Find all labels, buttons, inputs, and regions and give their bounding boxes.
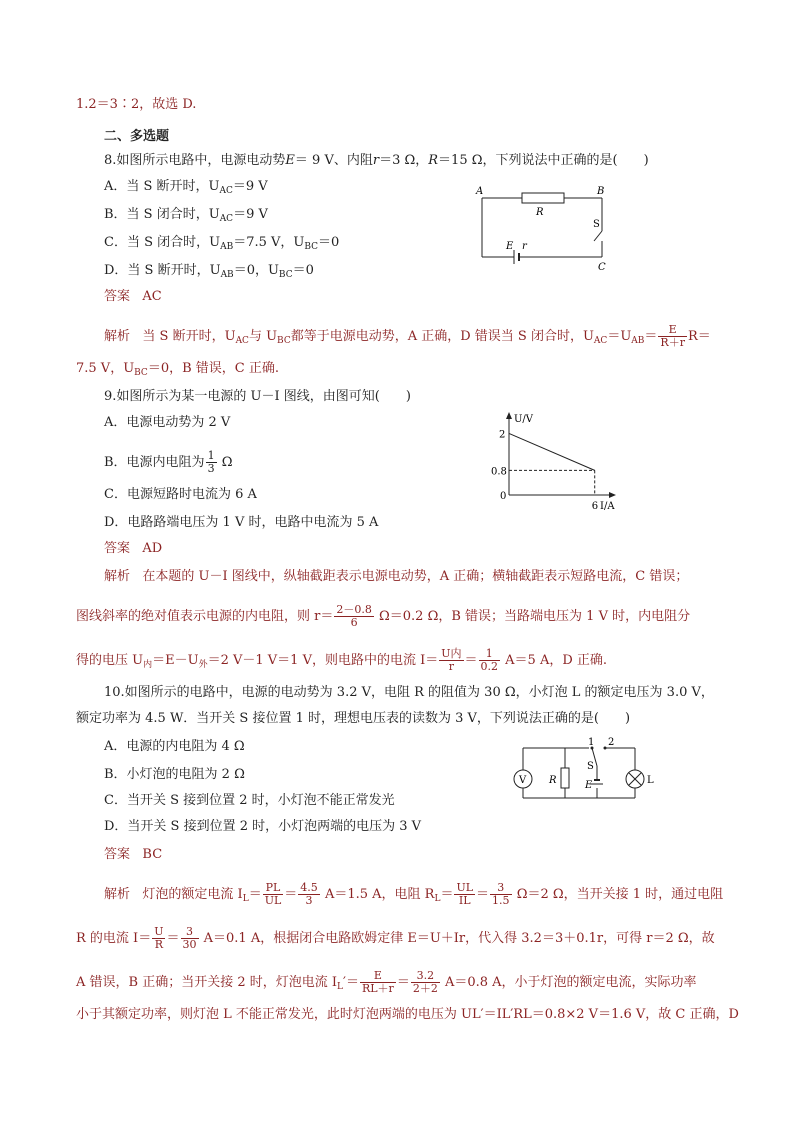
svg-text:r: r [522,241,527,252]
svg-text:R: R [549,775,557,786]
q8-option-b: B．当 S 闭合时，$U_{AC}=9$ V [104,207,268,224]
q10-option-b: B．小灯泡的电阻为 2 Ω [104,767,245,782]
resistor-r [522,193,564,203]
q8-stem: 8.如图所示电路中，电源电动势E＝ 9 V、内阻r＝3 Ω，R＝15 Ω，下列说法中正确的是( ) [104,153,649,168]
svg-text:S: S [587,761,594,772]
q8-circuit-figure [470,183,620,273]
svg-text:2: 2 [608,737,615,748]
resistor-r [561,768,569,788]
q8-option-a: A．当 S 断开时，$U_{AC}=9$ V [104,179,268,196]
x-axis-label: I/A [600,501,615,512]
x-axis-arrow [609,492,616,498]
q10-explanation-line4: 小于其额定功率，则灯泡 L 不能正常发光，此时灯泡两端的电压为 UL′＝IL′RL＝0.8×2 V＝1.6 V，故 C 正确，D [76,1007,739,1022]
q10-option-d: D．当开关 S 接到位置 2 时，小灯泡两端的电压为 3 V [104,819,422,834]
svg-text:B: B [597,186,605,197]
q9-stem: 9.如图所示为某一电源的 U－I 图线，由图可知( ) [104,389,411,404]
q10-stem-line2: 额定功率为 4.5 W．当开关 S 接位置 1 时，理想电压表的读数为 3 V，下列说法正确的是( ) [76,711,631,726]
q9-option-a: A．电源电动势为 2 V [104,415,231,430]
svg-text:R: R [536,207,544,218]
q9-option-b: B．电源内电阻为 $\frac{1}{3}$ Ω [104,449,233,475]
svg-text:A: A [476,186,484,197]
svg-text:1: 1 [588,737,595,748]
q10-option-c: C．当开关 S 接到位置 2 时，小灯泡不能正常发光 [104,793,395,808]
q10-stem-line1: 10.如图所示的电路中，电源的电动势为 3.2 V，电阻 R 的阻值为 30 Ω，小灯泡 L 的额定电压为 3.0 V， [104,685,714,700]
y-axis-arrow [506,412,512,419]
q8-option-d: D．当 S 断开时，$U_{AB}=0$，$U_{BC}=0$ [104,263,314,280]
q10-explanation-line2: R 的电流 I＝ $\frac{U}{R}$ ＝ $\frac{3}{30}$ A＝0.1 A，根据闭合电路欧姆定律 E＝U＋Ir，代入得 3.2＝3＋0.1r，可得 r＝2 Ω，故 [76,925,715,951]
q10-option-a: A．电源的内电阻为 4 Ω [104,739,245,754]
q8-option-c: C．当 S 闭合时，$U_{AB}=7.5$ V，$U_{BC}=0$ [104,235,340,252]
y-axis-label: U/V [514,414,534,425]
svg-text:S: S [593,219,600,230]
svg-text:L: L [647,775,654,786]
q9-explanation-line3: 得的电压 $U_内=E-U_外=2$ V－1 V＝1 V，则电路中的电流 I＝ $\frac{\text{U内}}{r}$ ＝ $\frac{1}{0.2}$ A＝5 A，D 正确. [76,647,608,673]
svg-text:C: C [598,262,606,273]
q10-answer: 答案 BC [104,847,163,862]
y-tick-2: 2 [499,429,506,441]
q8-explanation-line2: 7.5 V，$U_{BC}=0$，B 错误，C 正确. [76,361,279,378]
q8-explanation-line1: 解析 当 S 断开时，$U_{AC}$与 $U_{BC}$都等于电源电动势，A 正确，D 错误当 S 闭合时，$U_{AC}=U_{AB}=$ $\frac{E}{R+r}$ R＝ [104,323,711,349]
section-title: 二、多选题 [104,129,170,144]
svg-text:V: V [519,775,527,786]
q8-fraction: $\frac{E}{R+r}$ [660,323,685,349]
q9-option-d: D．电路路端电压为 1 V 时，电路中电流为 5 A [104,515,379,530]
q8-answer: 答案 AC [104,289,162,304]
ui-line [509,433,595,470]
q9-ui-graph [480,410,620,514]
q10-explanation-line3: A 错误，B 正确；当开关接 2 时，灯泡电流 $I_L'=$ $\frac{E}{RL+r}$ ＝ $\frac{3.2}{2+2}$ A＝0.8 A，小于灯泡的额定电流，实际功率 [76,969,697,995]
svg-text:E: E [506,241,514,252]
q10-explanation-line1: 解析 灯泡的额定电流 $I_L=$ $\frac{PL}{UL}$ ＝ $\frac{4.5}{3}$ A＝1.5 A，电阻 $R_L=$ $\frac{UL}{IL}$ ＝ $\frac{3}{1.5}$ Ω＝2 Ω，当开关接 1 时，通过电阻 [104,881,724,907]
q9-explanation-line1: 解析 在本题的 U－I 图线中，纵轴截距表示电源电动势，A 正确；横轴截距表示短路电流，C 错误； [104,569,689,584]
y-tick-0.8: 0.8 [491,466,507,478]
q10-circuit-figure [507,736,667,816]
q9-option-c: C．电源短路时电流为 6 A [104,487,257,502]
origin-label: 0 [500,491,507,502]
q9-explanation-line2: 图线斜率的绝对值表示电源的内电阻，则 r＝ $\frac{2-0.8}{6}$ Ω＝0.2 Ω，B 错误；当路端电压为 1 V 时，内电阻分 [76,603,691,629]
x-tick-6: 6 [591,501,599,512]
svg-text:E: E [585,780,593,791]
q9-answer: 答案 AD [104,541,163,556]
top-line: 1.2＝3∶2，故选 D. [76,97,197,112]
switch-s [594,231,602,241]
